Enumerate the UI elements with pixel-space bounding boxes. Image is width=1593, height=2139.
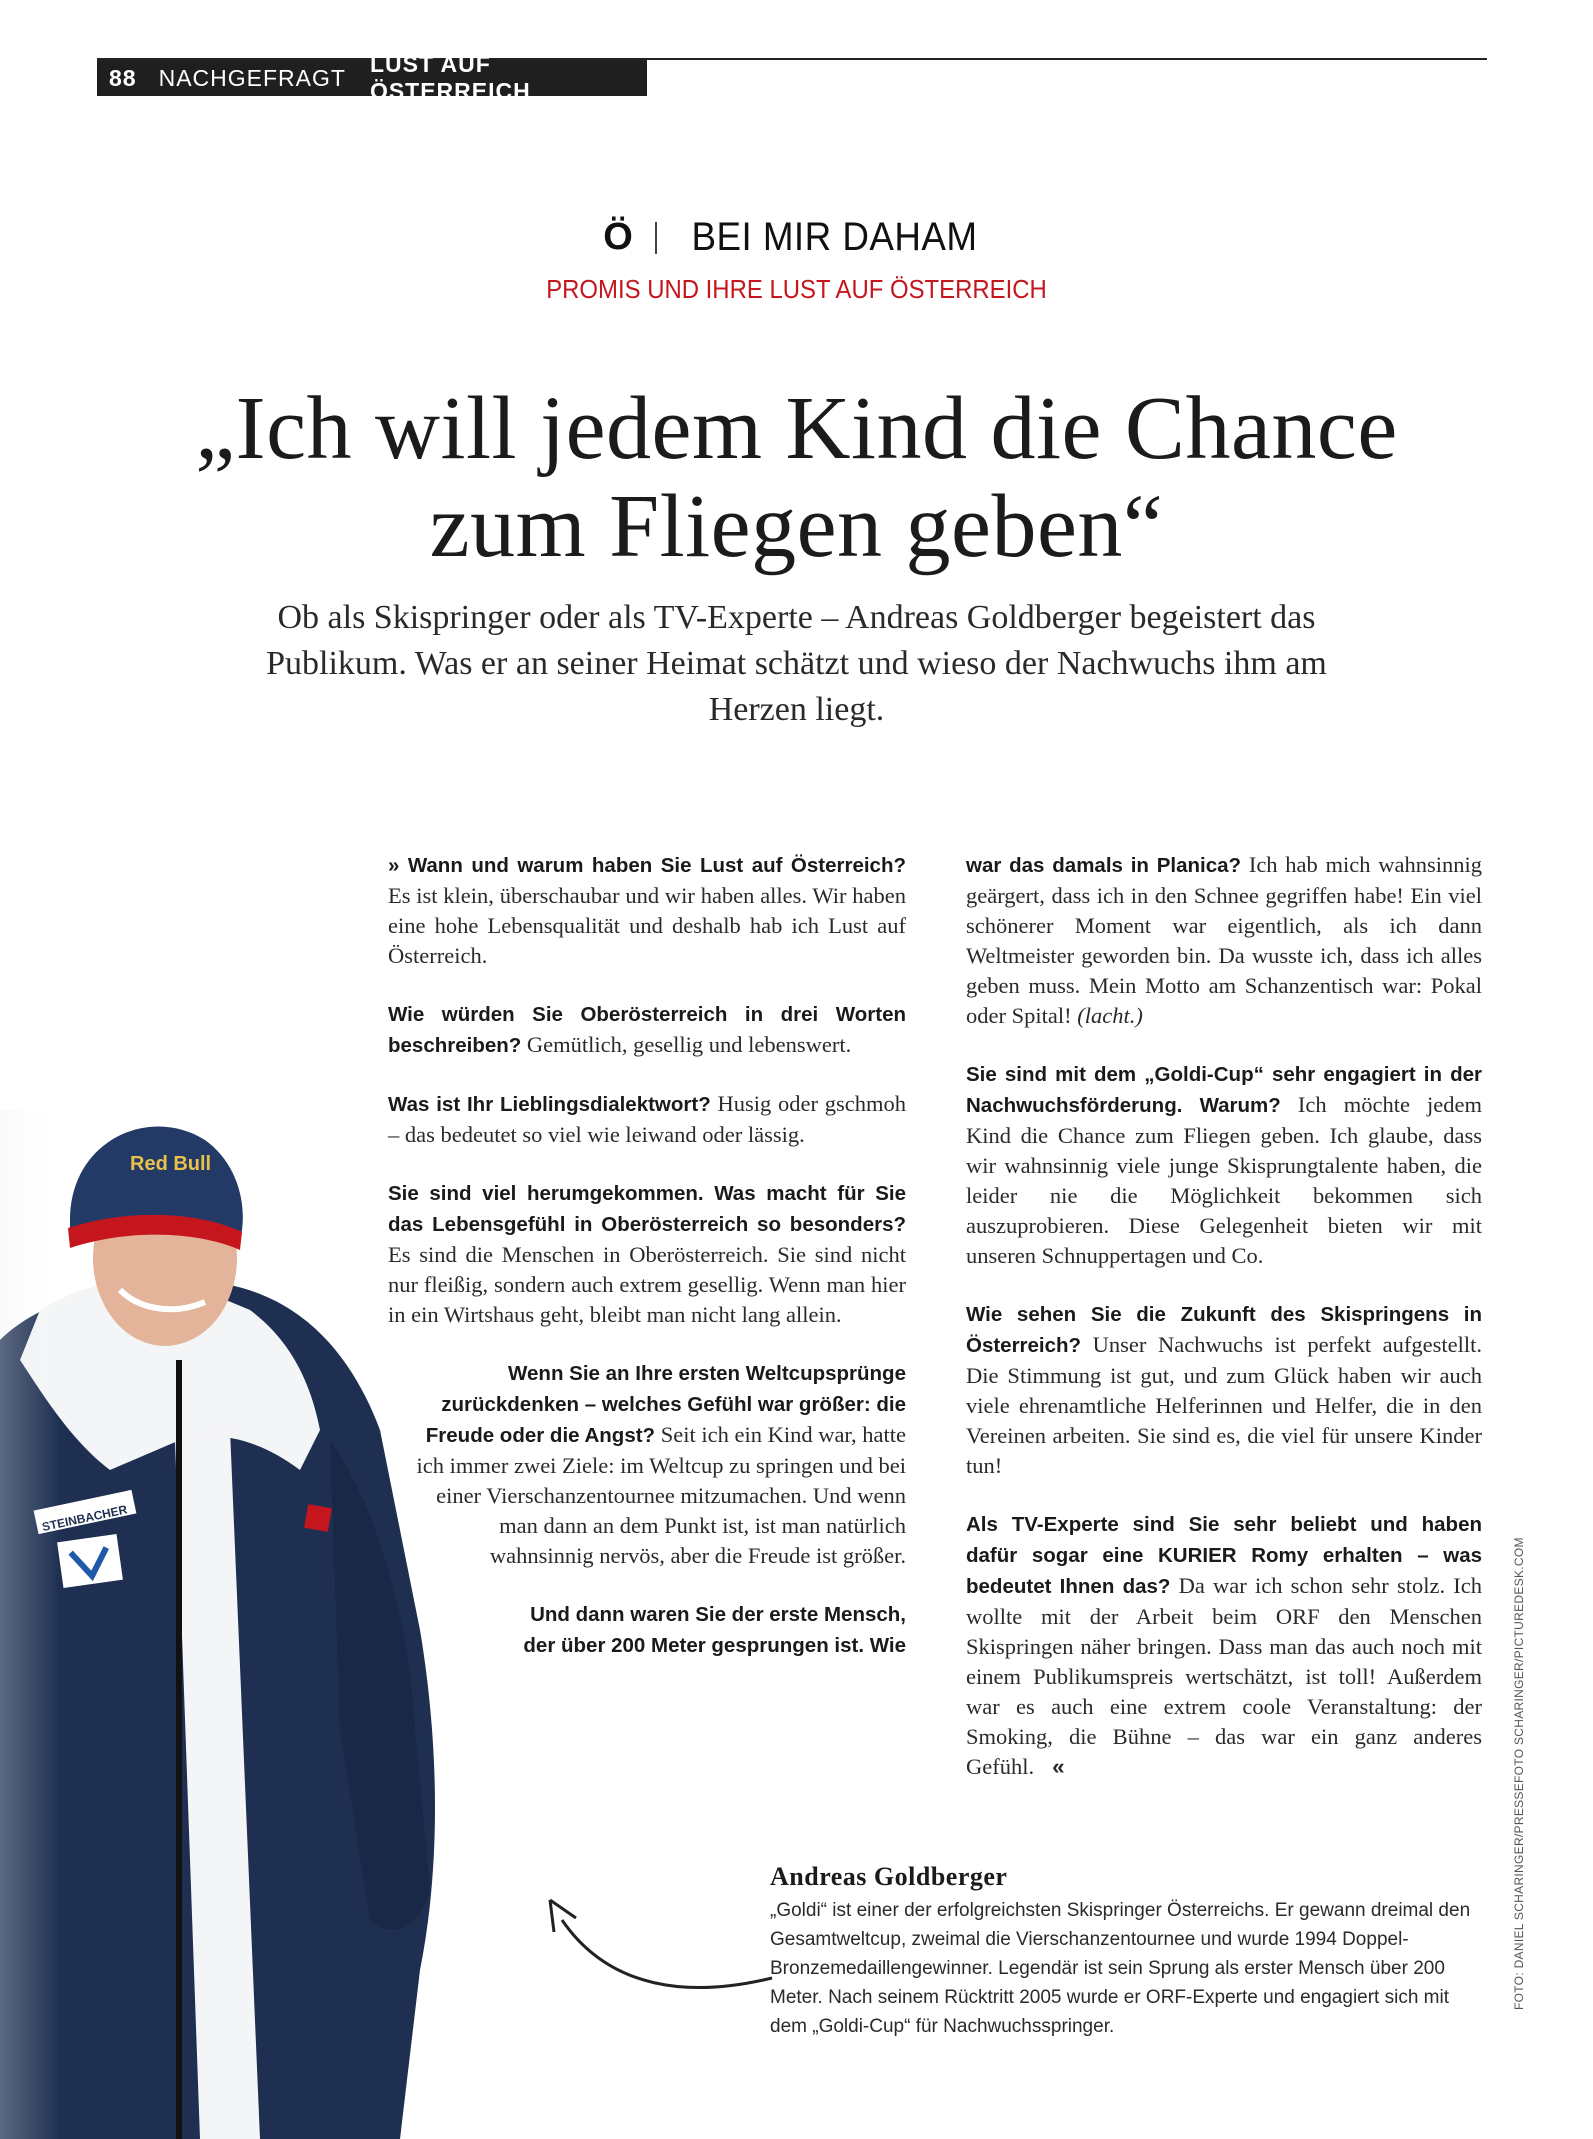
question: war das damals in Planica? <box>966 854 1242 877</box>
section-label: NACHGEFRAGT <box>158 64 346 91</box>
answer: Es sind die Menschen in Oberösterreich. Sie sind nicht nur fleißig, sondern auch extrem gesellig. Wenn man hier in ein Wirtshaus geht, bleibt man nicht lang allein. <box>388 1242 906 1327</box>
question: Wie sehen Sie die Zukunft des Skispringens in Österreich? <box>966 1303 1482 1357</box>
interview-item <box>388 999 906 1061</box>
answer: Da war ich schon sehr stolz. Ich wollte mit der Arbeit beim ORF den Menschen Skispringen näher bringen. Dass man das auch noch mit einem Publikumspreis wertschätzt, ist toll! Außerdem war es auch eine extrem coole Veranstaltung: der Smoking, die Bühne – das war ein ganz anderes Gefühl. <box>966 1573 1483 1779</box>
headline: „Ich will jedem Kind die Chance zum Fliegen geben“ <box>195 379 1398 576</box>
interview-item <box>388 1178 906 1330</box>
rubric-kicker: PROMIS UND IHRE LUST AUF ÖSTERREICH <box>546 274 1047 304</box>
question: Wie würden Sie Oberösterreich in drei Worten beschreiben? <box>388 1003 906 1057</box>
rubric-logo: Ö <box>603 216 633 258</box>
question: Wann und warum haben Sie Lust auf Österreich? <box>407 854 907 877</box>
interview-item <box>966 1299 1482 1481</box>
answer: Ich hab mich wahnsinnig geärgert, dass ich in den Schnee gegriffen habe! Ein viel schönerer Moment war eigentlich, als ich dann Weltmeister geworden bin. Da wusste ich, dass ich alles geben muss. Mein Motto am Schanzentisch war: Pokal oder Spital! <box>966 852 1482 1028</box>
deck: Ob als Skispringer oder als TV-Experte – Andreas Goldberger begeistert das Publikum. Was er an seiner Heimat schätzt und wieso der Nachwuchs ihm am Herzen liegt. <box>266 599 1327 728</box>
question: Sie sind viel herumgekommen. Was macht für Sie das Lebensgefühl in Oberösterreich so besonders? <box>388 1182 906 1236</box>
beanie-logo-text: Red Bull <box>130 1153 212 1175</box>
interview-item <box>966 1059 1482 1271</box>
end-mark: « <box>1052 1754 1065 1779</box>
question-marker: » <box>388 854 400 877</box>
section-title: LUST AUF ÖSTERREICH <box>369 51 531 104</box>
interview-item <box>966 1509 1482 1782</box>
rubric <box>0 215 1593 260</box>
answer: Unser Nachwuchs ist perfekt aufgestellt. Die Stimmung ist gut, und zum Glück haben wir auch viele ehrenamtliche Helferinnen und Helfer, die in den Vereinen arbeiten. Sie sind es, die viel für unsere Kinder tun! <box>966 1332 1483 1478</box>
answer: Seit ich ein Kind war, hatte ich immer zwei Ziele: im Weltcup zu springen und bei einer Vierschanzentournee mitzumachen. Und wenn man dann an dem Punkt ist, ist man natürlich wahnsinnig nervös, aber die Freude ist größer. <box>416 1422 906 1568</box>
answer: Husig oder gschmoh – das bedeutet so viel wie leiwand oder lässig. <box>388 1091 907 1147</box>
red-patch-icon <box>304 1504 332 1532</box>
interview-item <box>388 1599 906 1661</box>
photo-caption <box>770 1862 1490 2041</box>
question: Und dann waren Sie der erste Mensch, der über 200 Meter gesprungen ist. Wie <box>523 1603 906 1657</box>
answer: Ich möchte jedem Kind die Chance zum Fliegen geben. Ich glaube, dass wir wahnsinnig viele junge Skisprungtalente haben, die leider nie die Möglichkeit bekommen sich auszuprobieren. Diese Gelegenheit bieten wir mit unseren Schnuppertagen und Co. <box>966 1092 1483 1268</box>
rubric-name: BEI MIR DAHAM <box>691 215 978 259</box>
caption-arrow-icon <box>510 1880 780 2000</box>
question: Sie sind mit dem „Goldi-Cup“ sehr engagiert in der Nachwuchsförderung. Warum? <box>966 1063 1482 1117</box>
sponsor-badge-text: STEINBACHER <box>40 1502 129 1535</box>
answer: Es ist klein, überschaubar und wir haben alles. Wir haben eine hohe Lebensqualität und deshalb hab ich Lust auf Österreich. <box>388 883 906 968</box>
caption-name: Andreas Goldberger <box>770 1862 1008 1891</box>
interview-column-right <box>966 850 1482 1810</box>
interview-item <box>388 1089 906 1150</box>
page-number: 88 <box>109 64 137 91</box>
interview-item <box>966 850 1482 1031</box>
caption-text: „Goldi“ ist einer der erfolgreichsten Skispringer Österreichs. Er gewann dreimal den Gesamtweltcup, zweimal die Vierschanzentournee und wurde 1994 Doppel-Bronzemedaillengewinner. Legendär ist sein Sprung als erster Mensch über 200 Meter. Nach seinem Rücktritt 2005 wurde er ORF-Experte und engagiert sich mit dem „Goldi-Cup“ für Nachwuchsspringer. <box>770 1900 1471 2037</box>
question: Wenn Sie an Ihre ersten Weltcupsprünge zurückdenken – welches Gefühl war größer: die Freude oder die Angst? <box>425 1362 906 1447</box>
question: Was ist Ihr Lieblingsdialektwort? <box>388 1093 711 1116</box>
page-header-bar <box>97 51 647 104</box>
answer-note: (lacht.) <box>1077 1003 1143 1028</box>
photo-credit: FOTO: DANIEL SCHARINGER/PRESSEFOTO SCHARINGER/PICTUREDESK.COM <box>1512 1537 1526 2010</box>
answer: Gemütlich, gesellig und lebenswert. <box>526 1032 852 1057</box>
question: Als TV-Experte sind Sie sehr beliebt und haben dafür sogar eine KURIER Romy erhalten – was bedeutet Ihnen das? <box>966 1513 1482 1598</box>
interview-item <box>388 850 906 971</box>
rubric-divider <box>655 222 657 254</box>
interview-column-left <box>388 850 906 1689</box>
interview-item <box>388 1358 906 1571</box>
